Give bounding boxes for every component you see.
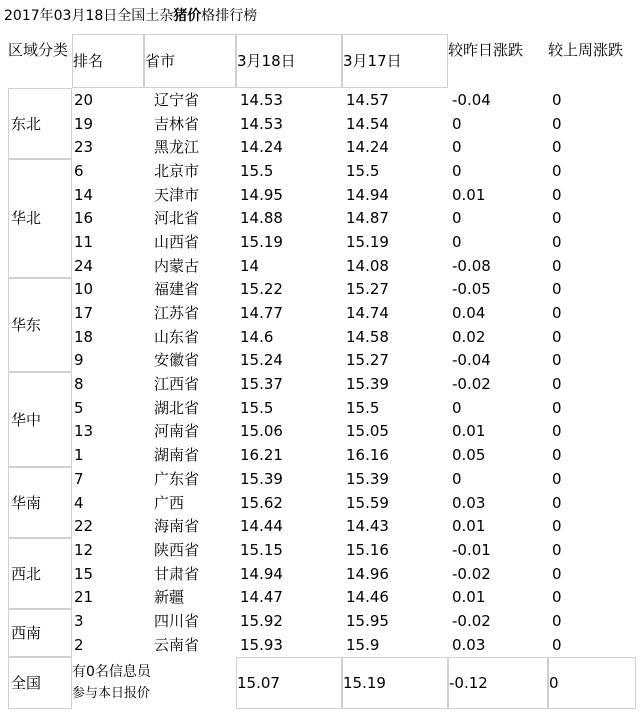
yesterday-price-cell: 14.96 (346, 564, 389, 583)
today-price-cell: 14.77 (240, 304, 283, 323)
table-row (8, 633, 636, 657)
yesterday-price-cell: 15.27 (346, 280, 389, 299)
rank-cell: 8 (74, 375, 84, 394)
province-cell: 吉林省 (154, 114, 200, 133)
national-info-line2: 参与本日报价 (72, 685, 151, 701)
national-info-line1: 有0名信息员 (72, 663, 151, 680)
change-week-cell: 0 (552, 588, 562, 607)
table-row (8, 183, 636, 207)
province-cell: 辽宁省 (154, 90, 200, 109)
rank-cell: 7 (74, 469, 84, 488)
national-change-week-cell: 0 (548, 657, 636, 709)
change-week-cell: 0 (552, 138, 562, 157)
rank-cell: 23 (74, 138, 94, 157)
change-week-cell: 0 (552, 351, 562, 370)
province-cell: 新疆 (154, 588, 185, 607)
change-week-cell: 0 (552, 375, 562, 394)
today-price-cell: 15.5 (240, 161, 274, 180)
yesterday-price-cell: 14.24 (346, 138, 389, 157)
region-cell: 华中 (8, 372, 72, 467)
yesterday-price-cell: 15.59 (346, 493, 389, 512)
rank-cell: 20 (74, 90, 94, 109)
yesterday-price-cell: 14.08 (346, 256, 389, 275)
table-row (8, 301, 636, 325)
change-week-cell: 0 (552, 635, 562, 654)
province-cell: 北京市 (154, 161, 200, 180)
table-row (8, 278, 636, 302)
rank-cell: 5 (74, 398, 84, 417)
header-today: 3月18日 (236, 34, 342, 88)
change-day-cell: -0.08 (452, 256, 491, 275)
change-day-cell: 0.04 (452, 304, 486, 323)
rank-cell: 11 (74, 232, 94, 251)
rank-cell: 9 (74, 351, 84, 370)
change-day-cell: 0 (452, 138, 462, 157)
yesterday-price-cell: 14.58 (346, 327, 389, 346)
province-cell: 内蒙古 (154, 256, 200, 275)
table-row (8, 562, 636, 586)
national-region-cell: 全国 (8, 657, 72, 709)
rank-cell: 18 (74, 327, 94, 346)
price-ranking-table (8, 34, 636, 709)
change-week-cell: 0 (552, 304, 562, 323)
change-day-cell: -0.02 (452, 611, 491, 630)
change-day-cell: -0.01 (452, 540, 491, 559)
today-price-cell: 15.93 (240, 635, 283, 654)
yesterday-price-cell: 15.5 (346, 398, 380, 417)
table-row (8, 514, 636, 538)
change-day-cell: -0.02 (452, 375, 491, 394)
rank-cell: 24 (74, 256, 94, 275)
today-price-cell: 14.88 (240, 209, 283, 228)
yesterday-price-cell: 15.5 (346, 161, 380, 180)
change-day-cell: 0 (452, 209, 462, 228)
today-price-cell: 15.39 (240, 469, 283, 488)
change-day-cell: 0.01 (452, 422, 486, 441)
rank-cell: 12 (74, 540, 94, 559)
change-week-cell: 0 (552, 611, 562, 630)
region-cell: 东北 (8, 88, 72, 159)
province-cell: 广东省 (154, 469, 200, 488)
change-day-cell: 0 (452, 469, 462, 488)
header-rank: 排名 (72, 34, 144, 88)
national-today-cell: 15.07 (236, 657, 342, 709)
page-title (4, 4, 257, 28)
change-week-cell: 0 (552, 185, 562, 204)
today-price-cell: 15.22 (240, 280, 283, 299)
yesterday-price-cell: 14.46 (346, 588, 389, 607)
province-cell: 湖南省 (154, 446, 200, 465)
change-week-cell: 0 (552, 540, 562, 559)
table-row (8, 135, 636, 159)
region-cell: 华东 (8, 278, 72, 373)
change-week-cell: 0 (552, 517, 562, 536)
table-row (8, 349, 636, 373)
table-row (8, 254, 636, 278)
province-cell: 陕西省 (154, 540, 200, 559)
yesterday-price-cell: 15.19 (346, 232, 389, 251)
change-week-cell: 0 (552, 90, 562, 109)
change-week-cell: 0 (552, 398, 562, 417)
today-price-cell: 15.5 (240, 398, 274, 417)
today-price-cell: 14.47 (240, 588, 283, 607)
province-cell: 河南省 (154, 422, 200, 441)
title-suffix: 格排行榜 (201, 8, 258, 24)
change-week-cell: 0 (552, 327, 562, 346)
province-cell: 黑龙江 (154, 138, 200, 157)
rank-cell: 16 (74, 209, 94, 228)
province-cell: 广西 (154, 493, 185, 512)
table-row (8, 420, 636, 444)
table-row (8, 467, 636, 491)
today-price-cell: 15.62 (240, 493, 283, 512)
change-day-cell: 0 (452, 161, 462, 180)
today-price-cell: 14.6 (240, 327, 274, 346)
change-week-cell: 0 (552, 161, 562, 180)
region-cell: 华北 (8, 159, 72, 277)
change-week-cell: 0 (552, 422, 562, 441)
table-row (8, 372, 636, 396)
table-row (8, 443, 636, 467)
yesterday-price-cell: 14.94 (346, 185, 389, 204)
rank-cell: 4 (74, 493, 84, 512)
header-row (8, 34, 636, 88)
change-day-cell: 0 (452, 232, 462, 251)
header-yesterday: 3月17日 (342, 34, 448, 88)
rank-cell: 2 (74, 635, 84, 654)
province-cell: 山东省 (154, 327, 200, 346)
yesterday-price-cell: 15.95 (346, 611, 389, 630)
region-cell: 西南 (8, 609, 72, 656)
header-province: 省市 (144, 34, 236, 88)
table-row (8, 230, 636, 254)
change-week-cell: 0 (552, 446, 562, 465)
change-week-cell: 0 (552, 209, 562, 228)
change-day-cell: 0.01 (452, 517, 486, 536)
yesterday-price-cell: 14.57 (346, 90, 389, 109)
national-change-day-cell: -0.12 (448, 657, 548, 709)
today-price-cell: 15.37 (240, 375, 283, 394)
province-cell: 云南省 (154, 635, 200, 654)
table-row (8, 88, 636, 112)
table-row (8, 491, 636, 515)
today-price-cell: 16.21 (240, 446, 283, 465)
today-price-cell: 15.15 (240, 540, 283, 559)
header-region: 区域分类 (8, 41, 69, 59)
yesterday-price-cell: 15.16 (346, 540, 389, 559)
table-row (8, 159, 636, 183)
today-price-cell: 14.44 (240, 517, 283, 536)
table-row (8, 396, 636, 420)
table-row (8, 609, 636, 633)
national-yesterday-cell: 15.19 (342, 657, 448, 709)
rank-cell: 21 (74, 588, 94, 607)
change-week-cell: 0 (552, 493, 562, 512)
rank-cell: 15 (74, 564, 94, 583)
change-day-cell: 0.03 (452, 635, 486, 654)
title-prefix: 2017年03月18日全国土杂 (4, 8, 174, 24)
table-row (8, 206, 636, 230)
yesterday-price-cell: 15.27 (346, 351, 389, 370)
yesterday-price-cell: 15.39 (346, 469, 389, 488)
province-cell: 河北省 (154, 209, 200, 228)
rank-cell: 6 (74, 161, 84, 180)
rank-cell: 13 (74, 422, 94, 441)
change-day-cell: -0.04 (452, 90, 491, 109)
province-cell: 山西省 (154, 232, 200, 251)
today-price-cell: 14.94 (240, 564, 283, 583)
yesterday-price-cell: 14.54 (346, 114, 389, 133)
today-price-cell: 14 (240, 256, 260, 275)
yesterday-price-cell: 15.05 (346, 422, 389, 441)
table-row (8, 325, 636, 349)
national-info-cell (72, 657, 236, 709)
today-price-cell: 14.24 (240, 138, 283, 157)
province-cell: 甘肃省 (154, 564, 200, 583)
province-cell: 安徽省 (154, 351, 200, 370)
province-cell: 四川省 (154, 611, 200, 630)
change-day-cell: 0.01 (452, 185, 486, 204)
province-cell: 江西省 (154, 375, 200, 394)
change-week-cell: 0 (552, 280, 562, 299)
yesterday-price-cell: 14.87 (346, 209, 389, 228)
yesterday-price-cell: 16.16 (346, 446, 389, 465)
today-price-cell: 14.53 (240, 90, 283, 109)
change-day-cell: 0.02 (452, 327, 486, 346)
change-day-cell: 0.01 (452, 588, 486, 607)
rank-cell: 10 (74, 280, 94, 299)
change-day-cell: -0.04 (452, 351, 491, 370)
today-price-cell: 15.92 (240, 611, 283, 630)
rank-cell: 14 (74, 185, 94, 204)
rank-cell: 3 (74, 611, 84, 630)
province-cell: 湖北省 (154, 398, 200, 417)
change-day-cell: 0.03 (452, 493, 486, 512)
province-cell: 天津市 (154, 185, 200, 204)
change-week-cell: 0 (552, 232, 562, 251)
yesterday-price-cell: 15.39 (346, 375, 389, 394)
region-cell: 华南 (8, 467, 72, 538)
title-bold: 猪价 (173, 8, 202, 24)
rank-cell: 1 (74, 446, 84, 465)
table-row (8, 585, 636, 609)
yesterday-price-cell: 15.9 (346, 635, 380, 654)
table-row (8, 112, 636, 136)
province-cell: 福建省 (154, 280, 200, 299)
rank-cell: 19 (74, 114, 94, 133)
header-change-day: 较昨日涨跌 (448, 41, 524, 59)
change-week-cell: 0 (552, 256, 562, 275)
rank-cell: 22 (74, 517, 94, 536)
today-price-cell: 15.06 (240, 422, 283, 441)
province-cell: 江苏省 (154, 304, 200, 323)
today-price-cell: 15.19 (240, 232, 283, 251)
change-week-cell: 0 (552, 564, 562, 583)
today-price-cell: 14.95 (240, 185, 283, 204)
today-price-cell: 14.53 (240, 114, 283, 133)
change-week-cell: 0 (552, 114, 562, 133)
today-price-cell: 15.24 (240, 351, 283, 370)
change-day-cell: 0 (452, 114, 462, 133)
change-day-cell: -0.02 (452, 564, 491, 583)
yesterday-price-cell: 14.43 (346, 517, 389, 536)
rank-cell: 17 (74, 304, 94, 323)
region-cell: 西北 (8, 538, 72, 609)
table-row (8, 538, 636, 562)
province-cell: 海南省 (154, 517, 200, 536)
change-day-cell: 0 (452, 398, 462, 417)
yesterday-price-cell: 14.74 (346, 304, 389, 323)
national-row (8, 657, 636, 709)
change-week-cell: 0 (552, 469, 562, 488)
change-day-cell: -0.05 (452, 280, 491, 299)
change-day-cell: 0.05 (452, 446, 486, 465)
header-change-week: 较上周涨跌 (548, 41, 624, 59)
